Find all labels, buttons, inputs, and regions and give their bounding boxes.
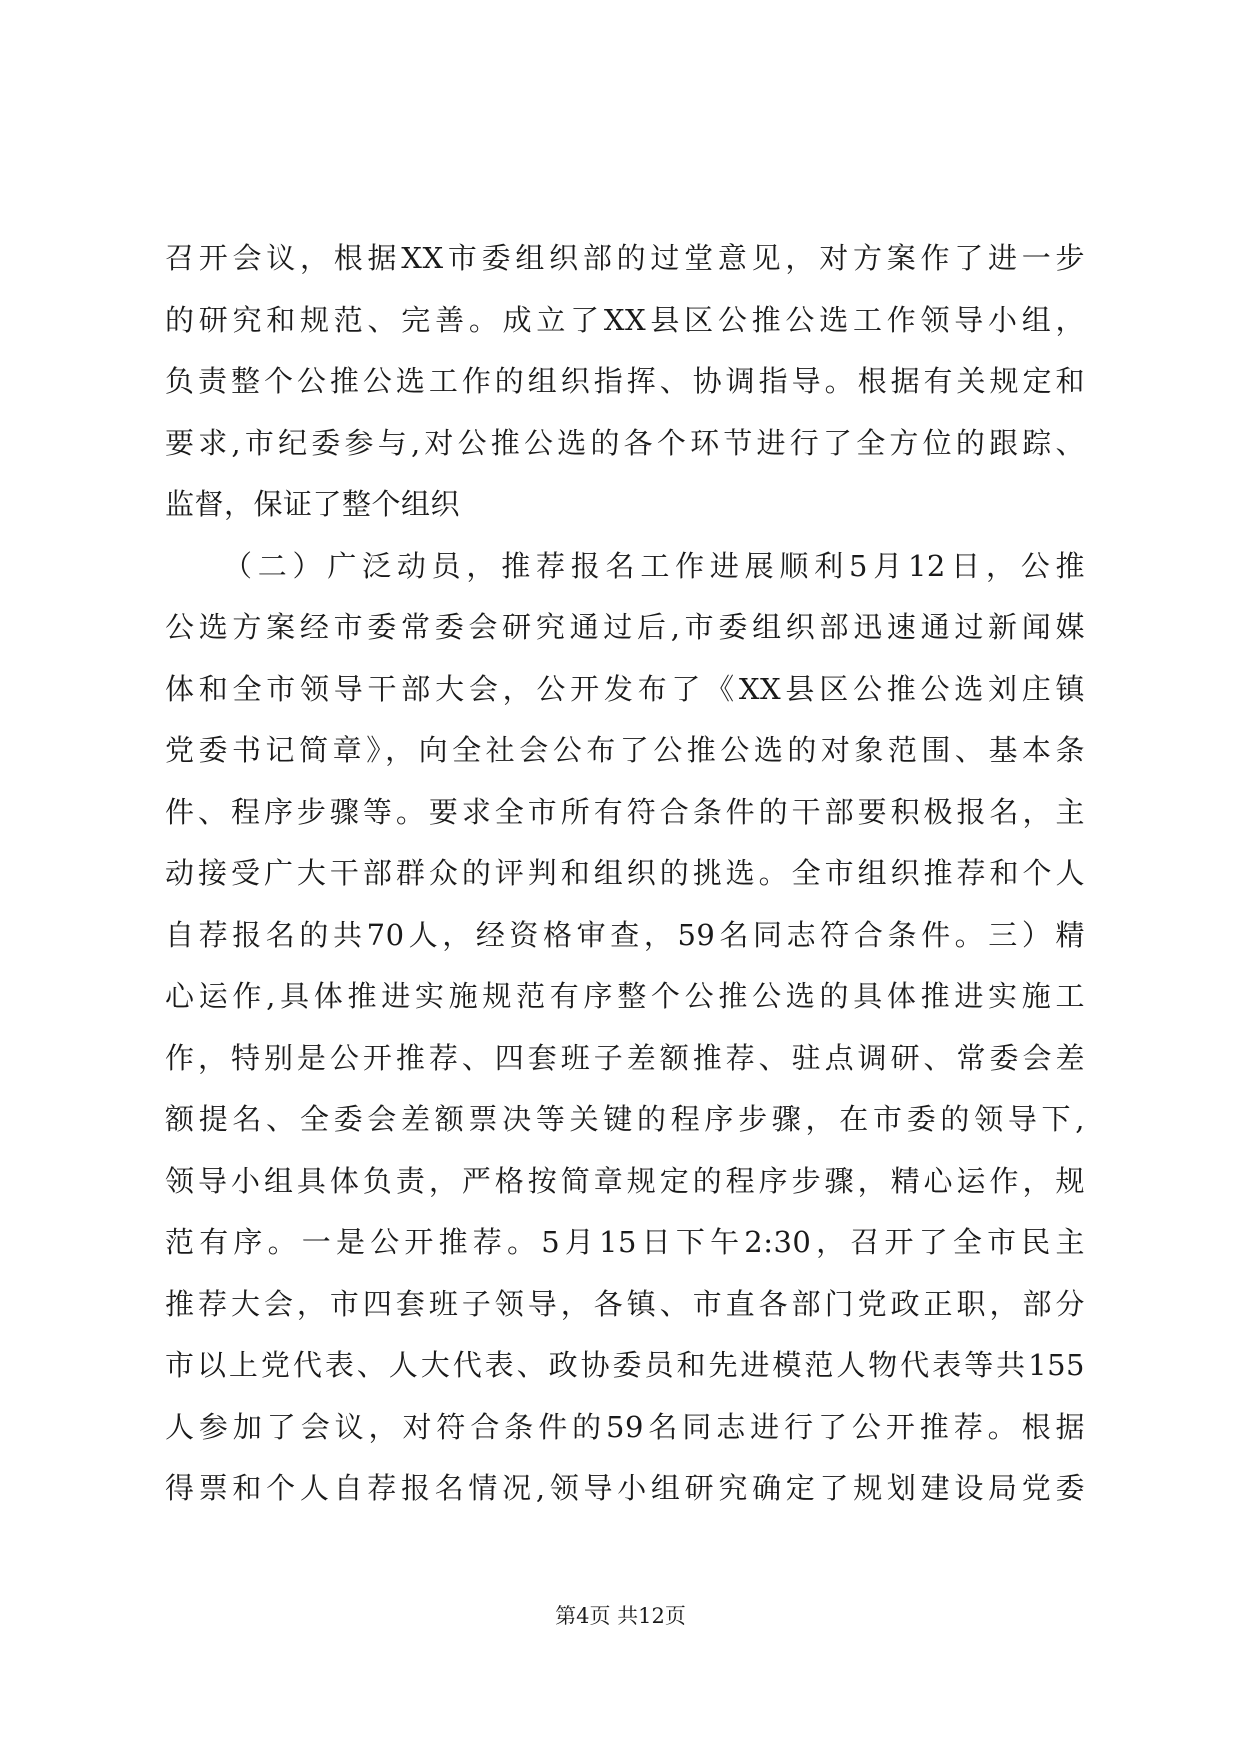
text-line-19: 市以上党代表、人大代表、政协委员和先进模范人物代表等共155: [165, 1348, 1085, 1382]
text-line-7: 公选方案经市委常委会研究通过后,市委组织部迅速通过新闻媒: [165, 610, 1085, 644]
text-line-18: 推荐大会，市四套班子领导，各镇、市直各部门党政正职，部分: [165, 1286, 1085, 1321]
text-line-1: 召开会议，根据XX市委组织部的过堂意见，对方案作了进一步: [165, 241, 1085, 275]
text-line-2: 的研究和规范、完善。成立了XX县区公推公选工作领导小组，: [165, 302, 1085, 337]
text-line-15: 额提名、全委会差额票决等关键的程序步骤，在市委的领导下,: [165, 1102, 1085, 1136]
text-line-5: 监督，保证了整个组织: [165, 487, 461, 521]
text-line-11: 动接受广大干部群众的评判和组织的挑选。全市组织推荐和个人: [165, 856, 1085, 890]
text-line-14: 作，特别是公开推荐、四套班子差额推荐、驻点调研、常委会差: [165, 1040, 1085, 1075]
text-line-20: 人参加了会议，对符合条件的59名同志进行了公开推荐。根据: [165, 1409, 1085, 1444]
text-line-13: 心运作,具体推进实施规范有序整个公推公选的具体推进实施工: [165, 979, 1085, 1013]
text-line-8: 体和全市领导干部大会，公开发布了《XX县区公推公选刘庄镇: [165, 671, 1085, 706]
text-line-9: 党委书记简章》，向全社会公布了公推公选的对象范围、基本条: [165, 733, 1085, 767]
text-line-17: 范有序。一是公开推荐。5月15日下午2:30，召开了全市民主: [165, 1225, 1085, 1259]
text-line-6: （二）广泛动员，推荐报名工作进展顺利5月12日，公推: [223, 548, 1085, 583]
body-text: [165, 228, 1085, 1520]
text-line-12: 自荐报名的共70人，经资格审查，59名同志符合条件。三）精: [165, 917, 1085, 952]
text-line-16: 领导小组具体负责，严格按简章规定的程序步骤，精心运作，规: [165, 1163, 1085, 1198]
page-number-footer: 第4页 共12页: [555, 1604, 686, 1628]
text-line-3: 负责整个公推公选工作的组织指挥、协调指导。根据有关规定和: [165, 364, 1085, 398]
text-line-4: 要求,市纪委参与,对公推公选的各个环节进行了全方位的跟踪、: [165, 425, 1085, 460]
text-line-21: 得票和个人自荐报名情况,领导小组研究确定了规划建设局党委: [165, 1471, 1085, 1505]
text-line-10: 件、程序步骤等。要求全市所有符合条件的干部要积极报名，主: [165, 794, 1085, 829]
